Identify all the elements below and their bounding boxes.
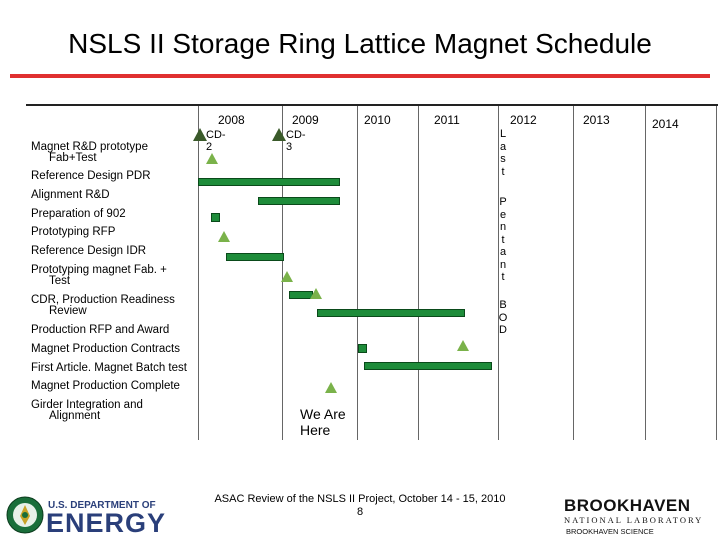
- grid-line: [357, 106, 358, 440]
- bnl-main-text: BROOKHAVEN: [564, 496, 691, 515]
- bnl-sub-text: NATIONAL LABORATORY: [564, 515, 704, 525]
- last-vertical-label: L a s t: [499, 128, 507, 178]
- milestone-triangle-icon: [310, 288, 322, 299]
- page-title: NSLS II Storage Ring Lattice Magnet Schedule: [68, 28, 652, 59]
- task-bar: [258, 197, 340, 205]
- doe-main-text: ENERGY: [46, 508, 167, 538]
- year-label: 2013: [583, 113, 610, 127]
- bnl-sub2-text: BROOKHAVEN SCIENCE: [566, 527, 654, 536]
- task-label: Reference Design PDR: [31, 170, 151, 182]
- task-label: Magnet Production Contracts: [31, 343, 180, 355]
- task-label: Production RFP and Award: [31, 324, 170, 336]
- task-bar: [198, 178, 340, 186]
- footer: [190, 493, 530, 519]
- task-label: Reference Design IDR: [31, 245, 147, 257]
- task-square-marker: [358, 344, 367, 353]
- cd2-milestone-icon: [193, 128, 207, 141]
- task-label: Preparation of 902: [31, 208, 126, 220]
- milestone-triangle-icon: [457, 340, 469, 351]
- task-label: CDR, Production Readiness Review: [31, 294, 175, 317]
- year-label: 2009: [292, 113, 319, 127]
- title-divider: [10, 74, 710, 78]
- task-square-marker: [211, 213, 220, 222]
- task-label: Prototyping RFP: [31, 226, 116, 238]
- schedule-top-border: [26, 104, 718, 106]
- task-label: Prototyping magnet Fab. + Test: [31, 264, 167, 287]
- task-bar: [226, 253, 284, 261]
- cd2-label: CD- 2: [206, 129, 226, 153]
- milestone-triangle-icon: [325, 382, 337, 393]
- task-bar: [317, 309, 465, 317]
- task-label: Magnet R&D prototype Fab+Test: [31, 141, 148, 164]
- page-number: 8: [356, 506, 364, 518]
- bod-vertical-label: B O D: [498, 299, 508, 336]
- year-label: 2010: [364, 113, 391, 127]
- grid-line: [198, 106, 199, 440]
- milestone-triangle-icon: [206, 153, 218, 164]
- doe-seal-icon: [6, 496, 44, 534]
- milestone-triangle-icon: [218, 231, 230, 242]
- pentant-vertical-label: P e n t a n t: [499, 196, 507, 283]
- task-bar: [364, 362, 492, 370]
- year-label: 2011: [434, 113, 460, 127]
- task-label: Magnet Production Complete: [31, 380, 180, 392]
- doe-logo: [4, 494, 176, 538]
- milestone-triangle-icon: [281, 271, 293, 282]
- grid-line: [573, 106, 574, 440]
- grid-line: [645, 106, 646, 440]
- year-label: 2008: [218, 113, 245, 127]
- grid-line: [418, 106, 419, 440]
- grid-line: [716, 106, 717, 440]
- task-label: Alignment R&D: [31, 189, 110, 201]
- task-label: Girder Integration and Alignment: [31, 399, 143, 422]
- task-label: First Article. Magnet Batch test: [31, 362, 187, 374]
- bnl-logo: [560, 492, 716, 540]
- we-are-here-annotation: We Are Here: [300, 406, 346, 438]
- year-label: 2014: [652, 117, 679, 131]
- year-label: 2012: [510, 113, 537, 127]
- cd3-label: CD- 3: [286, 129, 306, 153]
- cd3-milestone-icon: [272, 128, 286, 141]
- doe-top-text: U.S. DEPARTMENT OF: [48, 500, 156, 511]
- footer-text: ASAC Review of the NSLS II Project, October 14 - 15, 2010: [214, 493, 506, 505]
